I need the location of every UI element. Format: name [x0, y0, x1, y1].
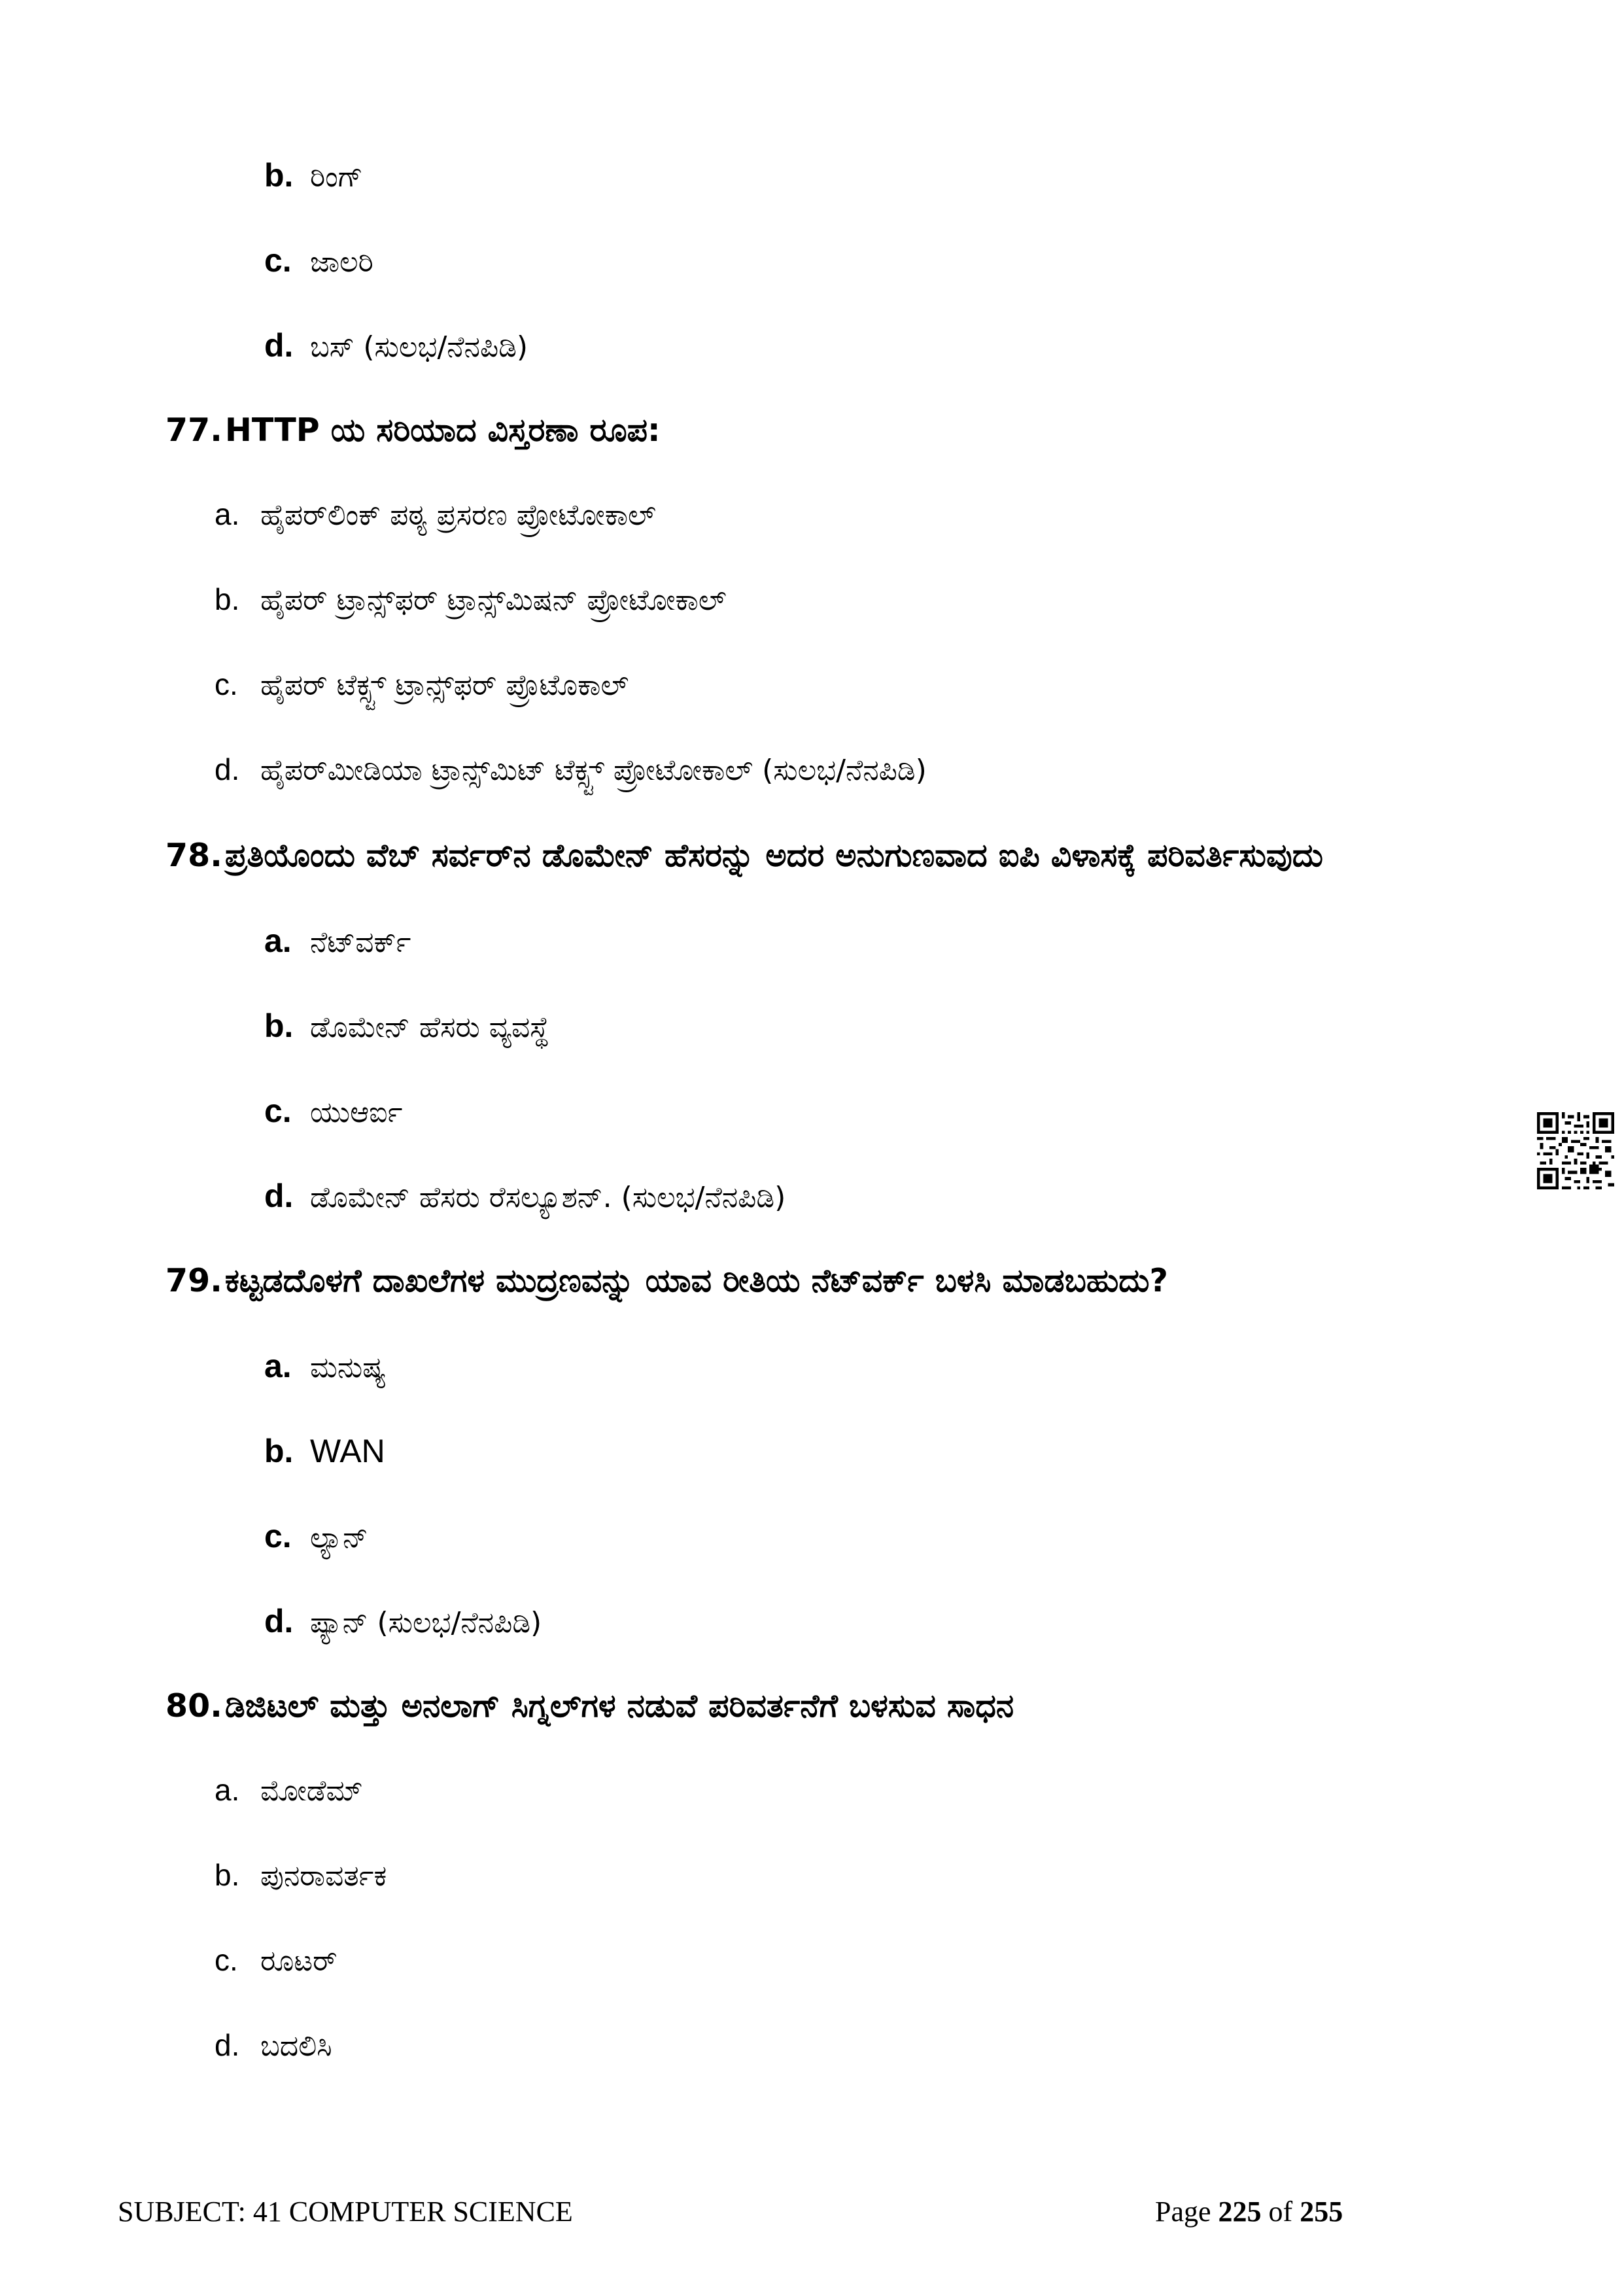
option-77-b	[215, 584, 727, 615]
question-text: ಡಿಜಿಟಲ್ ಮತ್ತು ಅನಲಾಗ್ ಸಿಗ್ನಲ್‌ಗಳ ನಡುವೆ ಪರಿವರ್ತನೆಗೆ ಬಳಸುವ ಸಾಧನ	[224, 1687, 1014, 1725]
option-79-a	[264, 1350, 386, 1382]
option-text: ಯುಆರ್ಐ	[310, 1096, 403, 1129]
question-number: 77.	[165, 412, 222, 449]
option-label: a.	[264, 922, 292, 959]
page-prefix: Page	[1155, 2196, 1218, 2228]
option-78-a	[264, 924, 411, 957]
question-number: 80.	[165, 1687, 222, 1725]
option-label: c.	[264, 1518, 292, 1554]
option-text: ನೆಟ್‌ವರ್ಕ್	[310, 926, 411, 959]
option-text: ಡೊಮೇನ್ ಹೆಸರು ವ್ಯವಸ್ಥೆ	[310, 1011, 549, 1044]
option-80-d	[215, 2030, 332, 2061]
question-text: ಕಟ್ಟಡದೊಳಗೆ ದಾಖಲೆಗಳ ಮುದ್ರಣವನ್ನು ಯಾವ ರೀತಿಯ ನೆಟ್‌ವರ್ಕ್ ಬಳಸಿ ಮಾಡಬಹುದು?	[224, 1262, 1168, 1299]
option-label: c.	[264, 1093, 292, 1129]
option-text: ಲ್ಯಾನ್	[310, 1521, 368, 1554]
option-80-b	[215, 1860, 387, 1891]
option-76-c	[264, 244, 373, 277]
option-80-c	[215, 1945, 337, 1976]
option-text: ಜಾಲರಿ	[310, 245, 373, 279]
question-text: ಪ್ರತಿಯೊಂದು ವೆಬ್ ಸರ್ವರ್‌ನ ಡೊಮೇನ್ ಹೆಸರನ್ನು ಅದರ ಅನುಗುಣವಾದ ಐಪಿ ವಿಳಾಸಕ್ಕೆ ಪರಿವರ್ತಿಸುವುದು	[224, 837, 1324, 874]
option-label: c.	[264, 242, 292, 279]
option-label: c.	[215, 667, 238, 701]
option-78-d	[264, 1180, 786, 1212]
page-current: 225	[1218, 2196, 1262, 2228]
option-text: ಮೋಡೆಮ್	[260, 1774, 363, 1808]
option-label: d.	[264, 1178, 294, 1214]
option-text: ಬದಲಿಸಿ	[260, 2029, 332, 2063]
footer-subject: SUBJECT: 41 COMPUTER SCIENCE	[118, 2196, 573, 2228]
option-text: ಹೈಪರ್‌ಲಿಂಕ್ ಪಠ್ಯ ಪ್ರಸರಣ ಪ್ರೋಟೋಕಾಲ್	[260, 499, 656, 532]
qr-code-icon	[1537, 1112, 1614, 1189]
footer-page-number	[1155, 2195, 1343, 2228]
option-label: a.	[264, 1348, 292, 1384]
page-of: of	[1261, 2196, 1300, 2228]
question-number: 79.	[165, 1262, 222, 1299]
option-text: ಹೈಪರ್‌ಮೀಡಿಯಾ ಟ್ರಾನ್ಸ್‌ಮಿಟ್ ಟೆಕ್ಸ್ಟ್ ಪ್ರೋಟೋಕಾಲ್ (ಸುಲಭ/ನೆನಪಿಡಿ)	[260, 754, 927, 787]
option-label: a.	[215, 497, 240, 531]
option-text: ರೂಟರ್	[260, 1944, 337, 1978]
option-77-c	[215, 669, 629, 700]
option-label: d.	[215, 752, 240, 786]
option-text: ಡೊಮೇನ್ ಹೆಸರು ರೆಸಲ್ಯೂಶನ್. (ಸುಲಭ/ನೆನಪಿಡಿ)	[310, 1181, 786, 1214]
option-80-a	[215, 1775, 363, 1806]
option-78-b	[264, 1009, 549, 1042]
option-text: ಹೈಪರ್ ಟೆಕ್ಸ್ಟ್ ಟ್ರಾನ್ಸ್‌ಫರ್ ಪ್ರೊಟೊಕಾಲ್	[260, 669, 629, 702]
option-text: WAN	[310, 1433, 385, 1469]
option-text: ರಿಂಗ್	[310, 160, 363, 194]
question-79	[165, 1262, 1168, 1299]
option-label: d.	[215, 2028, 240, 2062]
option-77-d	[215, 754, 927, 785]
option-label: b.	[215, 582, 240, 616]
question-77	[165, 412, 661, 449]
option-label: d.	[264, 1603, 294, 1639]
option-text: ಹೈಪರ್ ಟ್ರಾನ್ಸ್‌ಫರ್ ಟ್ರಾನ್ಸ್‌ಮಿಷನ್ ಪ್ರೋಟೋಕಾಲ್	[260, 584, 727, 617]
option-76-d	[264, 329, 528, 362]
option-text: ಪ್ಯಾನ್ (ಸುಲಭ/ನೆನಪಿಡಿ)	[310, 1606, 542, 1639]
option-label: b.	[264, 1007, 294, 1044]
option-label: d.	[264, 327, 294, 364]
question-78	[165, 837, 1324, 874]
question-text: HTTP ಯ ಸರಿಯಾದ ವಿಸ್ತರಣಾ ರೂಪ:	[224, 412, 661, 449]
option-76-b	[264, 159, 363, 192]
option-label: a.	[215, 1773, 240, 1807]
question-number: 78.	[165, 837, 222, 874]
option-text: ಬಸ್ (ಸುಲಭ/ನೆನಪಿಡಿ)	[310, 330, 528, 364]
option-label: b.	[215, 1858, 240, 1892]
option-label: b.	[264, 1433, 294, 1469]
option-77-a	[215, 499, 656, 530]
option-79-d	[264, 1605, 542, 1638]
question-80	[165, 1687, 1014, 1725]
option-79-b	[264, 1435, 385, 1467]
page-total: 255	[1300, 2196, 1343, 2228]
option-text: ಪುನರಾವರ್ತಕ	[260, 1859, 387, 1893]
option-text: ಮನುಷ್ಯ	[310, 1351, 387, 1384]
option-label: c.	[215, 1943, 238, 1977]
option-79-c	[264, 1520, 368, 1552]
option-label: b.	[264, 157, 294, 194]
option-78-c	[264, 1095, 402, 1127]
